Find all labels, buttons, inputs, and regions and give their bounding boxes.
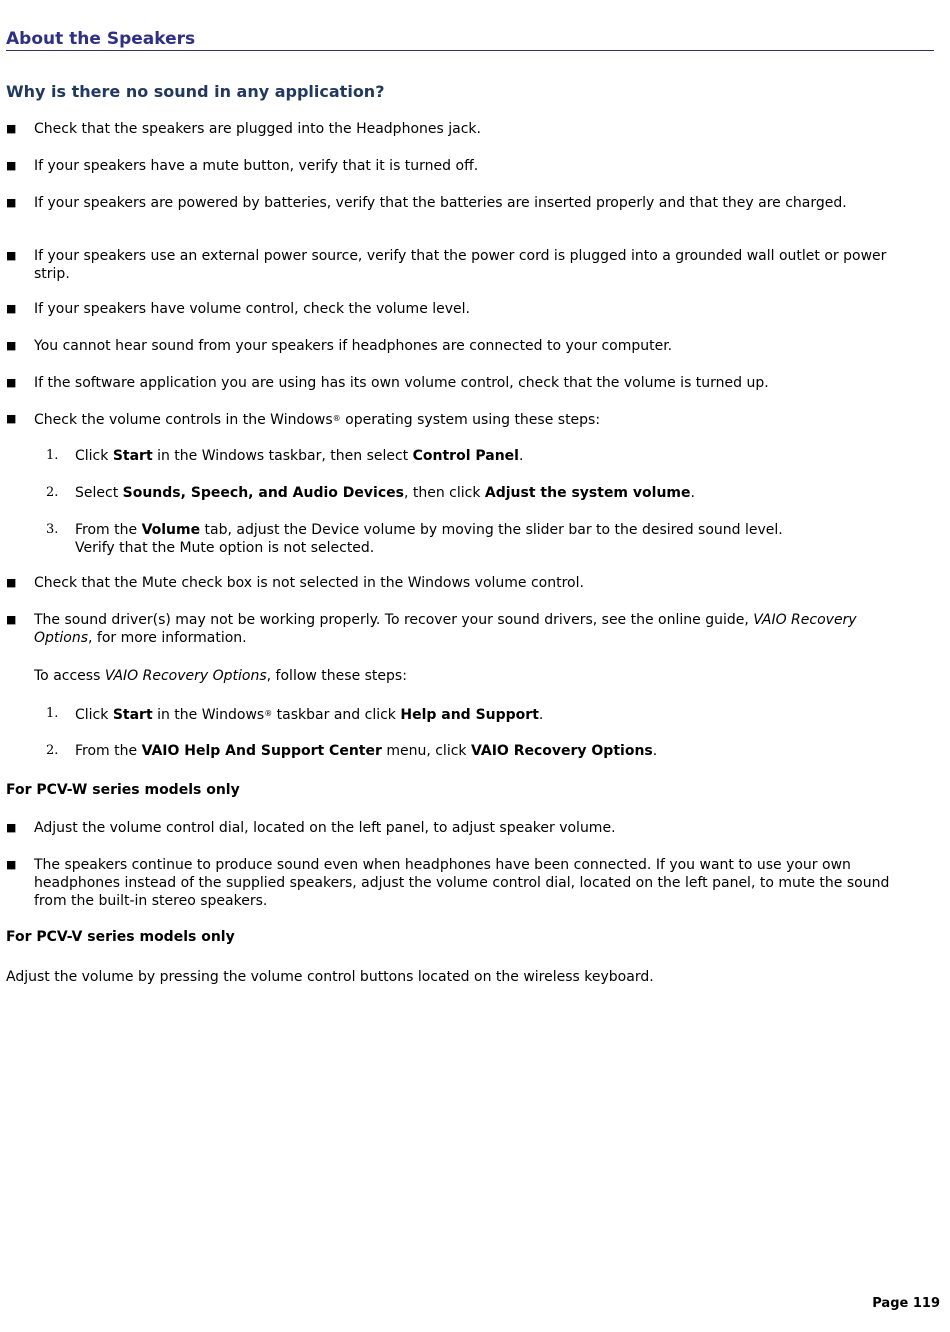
bullet-icon: ■	[6, 122, 17, 135]
list-item: ■ You cannot hear sound from your speakers if headphones are connected to your computer.	[6, 338, 673, 354]
numbered-step: 2. From the VAIO Help And Support Center menu, click VAIO Recovery Options.	[46, 743, 658, 759]
list-item: ■ The speakers continue to produce sound even when headphones have been connected. If you want to use your own headphones instead of the supplied speakers, adjust the volume control dial, located on the left panel, to mute the sound from the built-in stereo speakers.	[6, 857, 890, 909]
pcvv-text: Adjust the volume by pressing the volume control buttons located on the wireless keyboard.	[6, 969, 654, 985]
list-item: ■ Check that the Mute check box is not selected in the Windows volume control.	[6, 575, 584, 591]
pcvv-heading: For PCV-V series models only	[6, 929, 235, 945]
page-title: About the Speakers	[6, 28, 934, 51]
numbered-step: 1. Click Start in the Windows® taskbar and click Help and Support.	[46, 706, 544, 723]
list-item: ■ If your speakers use an external power source, verify that the power cord is plugged into a grounded wall outlet or power strip.	[6, 248, 887, 282]
list-item: ■ If the software application you are using has its own volume control, check that the volume is turned up.	[6, 375, 769, 391]
numbered-step: 1. Click Start in the Windows taskbar, then select Control Panel.	[46, 448, 524, 464]
list-item: ■ If your speakers are powered by batteries, verify that the batteries are inserted properly and that they are charged.	[6, 195, 847, 211]
bullet-icon: ■	[6, 376, 17, 389]
bullet-icon: ■	[6, 249, 17, 262]
list-item: ■ If your speakers have a mute button, verify that it is turned off.	[6, 158, 479, 174]
pcvw-heading: For PCV-W series models only	[6, 782, 240, 798]
bullet-icon: ■	[6, 858, 17, 871]
section-title: Why is there no sound in any application?	[6, 82, 385, 101]
bullet-icon: ■	[6, 576, 17, 589]
numbered-step: 2. Select Sounds, Speech, and Audio Devices, then click Adjust the system volume.	[46, 485, 695, 501]
list-item: ■ If your speakers have volume control, check the volume level.	[6, 301, 470, 317]
bullet-icon: ■	[6, 302, 17, 315]
list-item: ■ Check the volume controls in the Windows® operating system using these steps:	[6, 412, 601, 428]
bullet-icon: ■	[6, 339, 17, 352]
list-item: ■ Adjust the volume control dial, located on the left panel, to adjust speaker volume.	[6, 820, 616, 836]
numbered-step: 3. From the Volume tab, adjust the Device volume by moving the slider bar to the desired sound level. Verify that the Mute option is not selected.	[46, 522, 783, 556]
bullet-icon: ■	[6, 159, 17, 172]
bullet-icon: ■	[6, 821, 17, 834]
bullet-icon: ■	[6, 196, 17, 209]
bullet-icon: ■	[6, 412, 17, 425]
list-item: ■ Check that the speakers are plugged into the Headphones jack.	[6, 121, 481, 137]
recovery-intro: To access VAIO Recovery Options, follow these steps:	[34, 668, 407, 684]
page-number: Page 119	[872, 1296, 940, 1311]
bullet-icon: ■	[6, 613, 17, 626]
list-item: ■ The sound driver(s) may not be working properly. To recover your sound drivers, see the online guide, VAIO Recovery Options, for more information.	[6, 612, 857, 646]
